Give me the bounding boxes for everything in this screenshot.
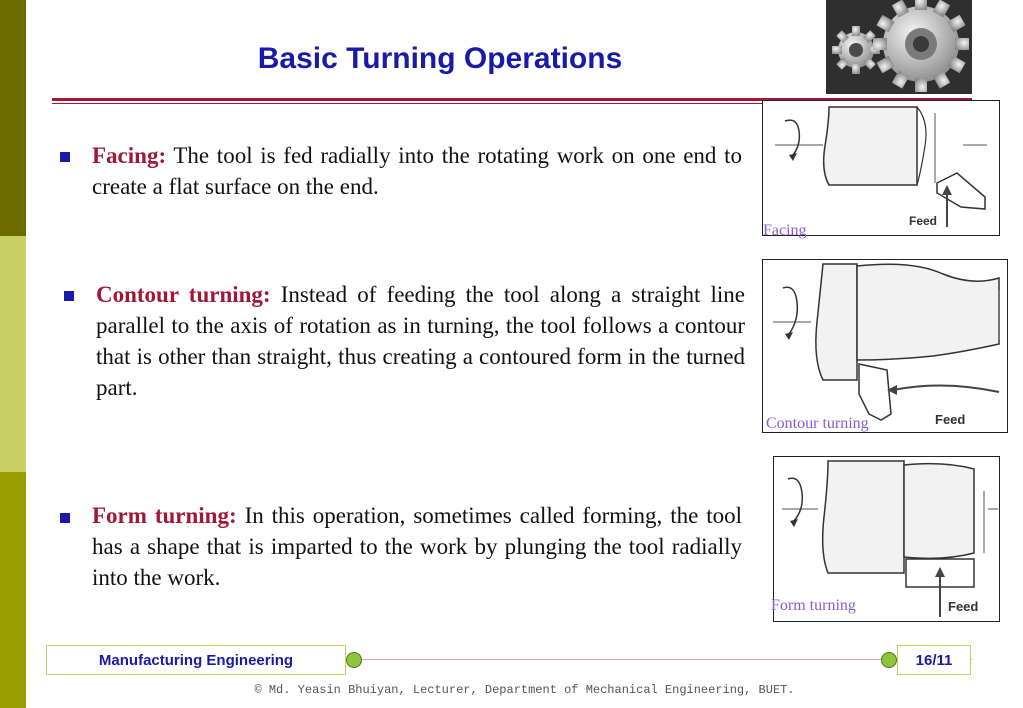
footer-course-label: Manufacturing Engineering — [46, 645, 346, 675]
contour-caption: Contour turning — [766, 415, 869, 432]
left-bar-segment-dark — [0, 0, 26, 236]
facing-caption: Facing — [763, 222, 807, 239]
copyright-text: © Md. Yeasin Bhuiyan, Lecturer, Department of Mechanical Engineering, BUET. — [254, 683, 795, 697]
footer-dot-left-icon — [346, 652, 362, 668]
left-bar-segment-olive — [0, 472, 26, 708]
gears-icon — [826, 0, 972, 94]
page-number: 16/11 — [897, 645, 971, 675]
footer-dot-right-icon — [881, 652, 897, 668]
form-caption: Form turning — [771, 597, 856, 614]
form-text: In this operation, sometimes called forming, the tool has a shape that is imparted to the work by plunging the tool radially into the work. — [92, 503, 743, 590]
slide-title: Basic Turning Operations — [257, 42, 623, 75]
contour-text: Instead of feeding the tool along a straight line parallel to the axis of rotation as in turning, the tool follows a contour that is other than straight, thus creating a contoured form in the turned part. — [96, 282, 745, 400]
bullet-square-icon — [60, 513, 70, 523]
facing-paragraph — [92, 140, 742, 202]
bullet-square-icon — [64, 291, 74, 301]
contour-term: Contour turning: — [96, 282, 271, 307]
facing-feed-label: Feed — [909, 214, 938, 228]
left-bar-segment-light — [0, 236, 26, 472]
contour-figure — [762, 259, 1008, 433]
facing-term: Facing: — [92, 143, 167, 168]
contour-paragraph — [96, 279, 745, 403]
facing-figure — [762, 100, 1000, 236]
facing-text: The tool is fed radially into the rotating work on one end to create a flat surface on the end. — [92, 143, 742, 199]
contour-feed-label: Feed — [935, 412, 966, 427]
form-paragraph — [92, 500, 742, 593]
left-accent-bar — [0, 0, 26, 708]
form-term: Form turning: — [92, 503, 237, 528]
form-feed-label: Feed — [948, 599, 979, 614]
bullet-square-icon — [60, 152, 70, 162]
